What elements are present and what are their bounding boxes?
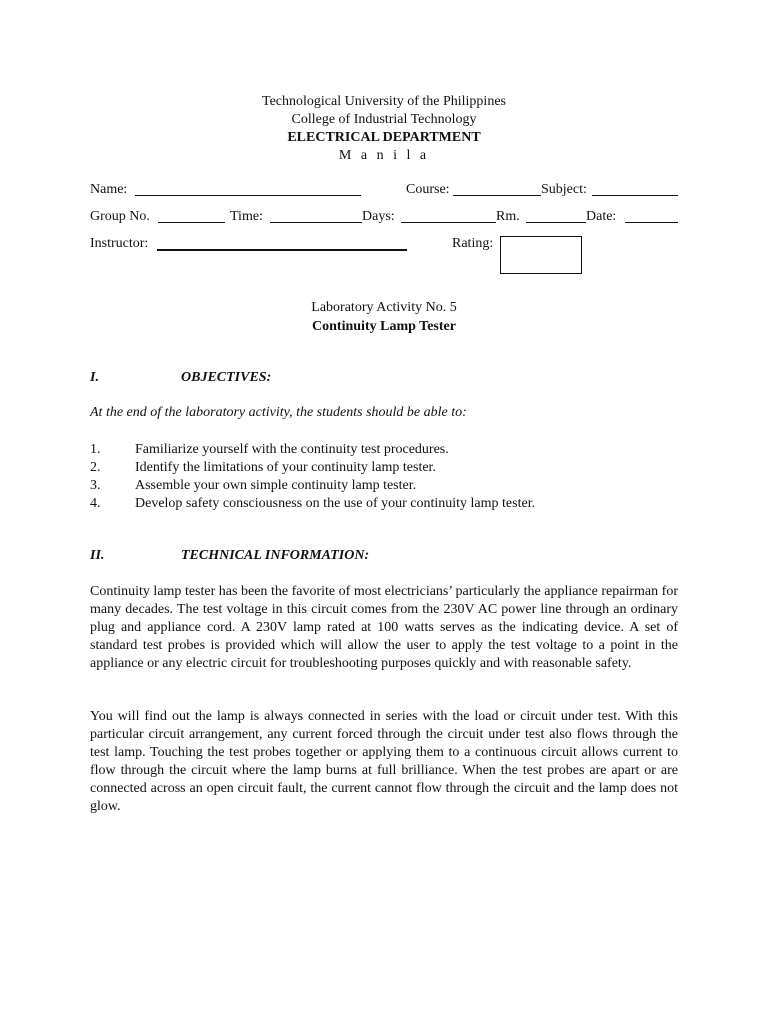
name-label: Name: — [90, 182, 128, 197]
rm-field[interactable] — [526, 209, 586, 223]
list-item — [90, 477, 678, 495]
rating-label: Rating: — [452, 236, 494, 251]
department-name: ELECTRICAL DEPARTMENT — [287, 130, 481, 145]
activity-number: Laboratory Activity No. 5 — [311, 300, 457, 315]
date-field[interactable] — [625, 209, 678, 223]
rm-label: Rm. — [496, 209, 520, 224]
university-name: Technological University of the Philippines — [262, 94, 506, 109]
objectives-list — [90, 441, 678, 513]
item-text: Familiarize yourself with the continuity test procedures. — [135, 442, 449, 457]
group-label: Group No. — [90, 209, 150, 224]
technical-numeral: II. — [90, 548, 105, 563]
rating-box[interactable] — [500, 236, 582, 274]
activity-title: Continuity Lamp Tester — [312, 319, 456, 334]
list-item — [90, 459, 678, 477]
form-row-instructor — [90, 236, 678, 256]
item-number: 4. — [90, 496, 101, 511]
objectives-intro: At the end of the laboratory activity, the students should be able to: — [90, 405, 467, 420]
objectives-numeral: I. — [90, 370, 99, 385]
document-header — [0, 93, 768, 165]
form-row-name — [90, 182, 678, 202]
item-number: 2. — [90, 460, 101, 475]
instructor-label: Instructor: — [90, 236, 149, 251]
item-text: Develop safety consciousness on the use of your continuity lamp tester. — [135, 496, 536, 511]
item-number: 3. — [90, 478, 101, 493]
technical-paragraph-1: Continuity lamp tester has been the favorite of most electricians’ particularly the appliance repairman for many decades. The test voltage in this circuit comes from the 230V AC power line through an ordinary plug and appliance cord. A 230V lamp rated at 100 watts serves as the indicating device. A set of standard test probes is provided which will allow the user to apply the test voltage to a point in the appliance or any electric circuit for troubleshooting purposes quickly and with reasonable safety. — [90, 584, 678, 671]
subject-label: Subject: — [541, 182, 587, 197]
city-name: M a n i l a — [338, 148, 430, 163]
instructor-field[interactable] — [157, 236, 407, 251]
technical-title: TECHNICAL INFORMATION: — [181, 548, 370, 563]
list-item — [90, 441, 678, 459]
course-field[interactable] — [453, 182, 541, 196]
name-field[interactable] — [135, 182, 361, 196]
list-item — [90, 495, 678, 513]
time-label: Time: — [230, 209, 263, 224]
days-label: Days: — [362, 209, 395, 224]
group-field[interactable] — [158, 209, 225, 223]
time-field[interactable] — [270, 209, 362, 223]
objectives-title: OBJECTIVES: — [181, 370, 272, 385]
item-text: Assemble your own simple continuity lamp tester. — [135, 478, 417, 493]
college-name: College of Industrial Technology — [291, 112, 477, 127]
technical-paragraph-2: You will find out the lamp is always connected in series with the load or circuit under test. With this particular circuit arrangement, any current forced through the circuit under test also flows through the test lamp. Touching the test probes together or applying them to a continuous circuit allows current to flow through the circuit where the lamp burns at full brilliance. When the test probes are apart or are connected across an open circuit fault, the current cannot flow through the circuit and the lamp does not glow. — [90, 709, 678, 814]
days-field[interactable] — [401, 209, 496, 223]
course-label: Course: — [406, 182, 450, 197]
item-number: 1. — [90, 442, 101, 457]
activity-heading — [0, 298, 768, 336]
form-row-group — [90, 209, 678, 229]
date-label: Date: — [586, 209, 617, 224]
subject-field[interactable] — [592, 182, 678, 196]
item-text: Identify the limitations of your continuity lamp tester. — [135, 460, 436, 475]
